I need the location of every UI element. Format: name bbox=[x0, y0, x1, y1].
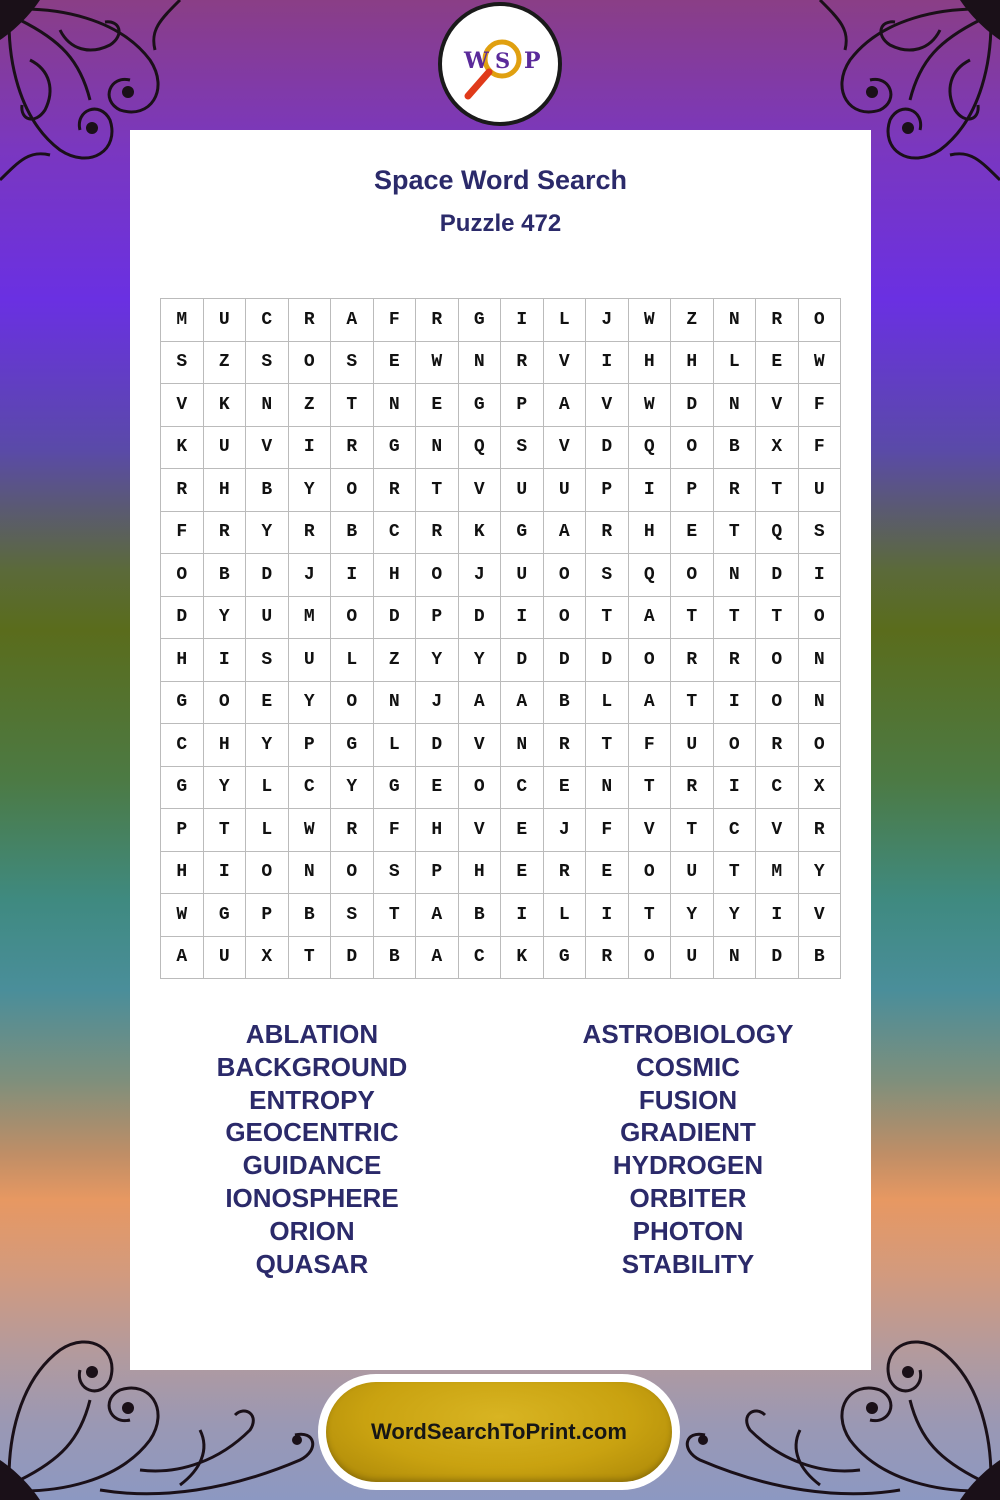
grid-cell[interactable]: O bbox=[756, 639, 799, 682]
grid-cell[interactable]: R bbox=[544, 852, 587, 895]
word-list-item: ABLATION bbox=[245, 1019, 379, 1049]
grid-cell[interactable]: Z bbox=[204, 342, 247, 385]
grid-cell[interactable]: V bbox=[246, 427, 289, 470]
grid-cell[interactable]: D bbox=[756, 554, 799, 597]
grid-cell[interactable]: W bbox=[799, 342, 842, 385]
grid-cell[interactable]: D bbox=[331, 937, 374, 980]
grid-cell[interactable]: F bbox=[586, 809, 629, 852]
grid-cell[interactable]: B bbox=[246, 469, 289, 512]
grid-cell[interactable]: O bbox=[799, 597, 842, 640]
grid-cell[interactable]: E bbox=[374, 342, 417, 385]
grid-cell[interactable]: D bbox=[586, 639, 629, 682]
grid-cell[interactable]: N bbox=[374, 682, 417, 725]
grid-cell[interactable]: T bbox=[714, 852, 757, 895]
grid-cell[interactable]: U bbox=[501, 469, 544, 512]
grid-cell[interactable]: U bbox=[671, 852, 714, 895]
grid-cell[interactable]: G bbox=[331, 724, 374, 767]
grid-cell[interactable]: T bbox=[671, 809, 714, 852]
grid-cell[interactable]: U bbox=[246, 597, 289, 640]
grid-cell[interactable]: T bbox=[586, 597, 629, 640]
grid-cell[interactable]: R bbox=[416, 299, 459, 342]
grid-cell[interactable]: T bbox=[629, 894, 672, 937]
word-list-item: ASTROBIOLOGY bbox=[582, 1019, 794, 1049]
grid-cell[interactable]: N bbox=[799, 682, 842, 725]
grid-cell[interactable]: E bbox=[416, 767, 459, 810]
grid-cell[interactable]: I bbox=[289, 427, 332, 470]
grid-cell[interactable]: I bbox=[756, 894, 799, 937]
grid-cell[interactable]: T bbox=[756, 469, 799, 512]
grid-cell[interactable]: T bbox=[671, 597, 714, 640]
grid-cell[interactable]: B bbox=[459, 894, 502, 937]
grid-cell[interactable]: F bbox=[799, 427, 842, 470]
word-list-item: PHOTON bbox=[632, 1215, 744, 1246]
grid-cell[interactable]: H bbox=[416, 809, 459, 852]
grid-cell[interactable]: R bbox=[204, 512, 247, 555]
grid-cell[interactable]: B bbox=[374, 937, 417, 980]
grid-cell[interactable]: G bbox=[161, 682, 204, 725]
grid-cell[interactable]: I bbox=[204, 852, 247, 895]
grid-cell[interactable]: Y bbox=[204, 597, 247, 640]
wsp-logo bbox=[438, 2, 562, 126]
grid-cell[interactable]: E bbox=[756, 342, 799, 385]
grid-cell[interactable]: T bbox=[586, 724, 629, 767]
grid-cell[interactable]: Z bbox=[671, 299, 714, 342]
grid-cell[interactable]: R bbox=[671, 639, 714, 682]
grid-cell[interactable]: A bbox=[416, 937, 459, 980]
grid-cell[interactable]: O bbox=[544, 554, 587, 597]
grid-cell[interactable]: J bbox=[459, 554, 502, 597]
grid-cell[interactable]: L bbox=[374, 724, 417, 767]
grid-cell[interactable]: R bbox=[544, 724, 587, 767]
grid-cell[interactable]: T bbox=[671, 682, 714, 725]
word-list-item: BACKGROUND bbox=[216, 1051, 408, 1082]
grid-cell[interactable]: F bbox=[374, 809, 417, 852]
grid-cell[interactable]: C bbox=[246, 299, 289, 342]
grid-cell[interactable]: D bbox=[161, 597, 204, 640]
grid-cell[interactable]: G bbox=[374, 427, 417, 470]
grid-cell[interactable]: X bbox=[799, 767, 842, 810]
grid-cell[interactable]: Y bbox=[331, 767, 374, 810]
grid-cell[interactable]: M bbox=[161, 299, 204, 342]
grid-cell[interactable]: R bbox=[161, 469, 204, 512]
grid-cell[interactable]: L bbox=[246, 767, 289, 810]
grid-cell[interactable]: O bbox=[544, 597, 587, 640]
grid-cell[interactable]: K bbox=[459, 512, 502, 555]
grid-cell[interactable]: E bbox=[544, 767, 587, 810]
grid-cell[interactable]: K bbox=[501, 937, 544, 980]
grid-cell[interactable]: S bbox=[501, 427, 544, 470]
word-list-item: QUASAR bbox=[255, 1248, 369, 1279]
grid-cell[interactable]: O bbox=[629, 852, 672, 895]
grid-cell[interactable]: H bbox=[204, 469, 247, 512]
grid-cell[interactable]: A bbox=[544, 512, 587, 555]
grid-cell[interactable]: P bbox=[416, 597, 459, 640]
grid-cell[interactable]: R bbox=[416, 512, 459, 555]
word-list-item: ORBITER bbox=[629, 1182, 747, 1213]
grid-cell[interactable]: I bbox=[204, 639, 247, 682]
word-list-item: GRADIENT bbox=[620, 1117, 756, 1148]
grid-cell[interactable]: F bbox=[799, 384, 842, 427]
grid-cell[interactable]: S bbox=[586, 554, 629, 597]
word-list-item: ENTROPY bbox=[249, 1084, 375, 1115]
grid-cell[interactable]: D bbox=[246, 554, 289, 597]
grid-cell[interactable]: E bbox=[416, 384, 459, 427]
grid-cell[interactable]: Q bbox=[629, 427, 672, 470]
grid-cell[interactable]: H bbox=[161, 639, 204, 682]
grid-cell[interactable]: F bbox=[161, 512, 204, 555]
grid-cell[interactable]: Y bbox=[799, 852, 842, 895]
grid-cell[interactable]: Z bbox=[374, 639, 417, 682]
grid-cell[interactable]: Y bbox=[204, 767, 247, 810]
grid-cell[interactable]: T bbox=[756, 597, 799, 640]
grid-cell[interactable]: C bbox=[714, 809, 757, 852]
grid-cell[interactable]: V bbox=[799, 894, 842, 937]
grid-cell[interactable]: Q bbox=[756, 512, 799, 555]
grid-cell[interactable]: C bbox=[501, 767, 544, 810]
grid-cell[interactable]: U bbox=[799, 469, 842, 512]
grid-cell[interactable]: N bbox=[714, 554, 757, 597]
page-title: Space Word Search bbox=[373, 165, 628, 195]
grid-cell[interactable]: Y bbox=[714, 894, 757, 937]
grid-cell[interactable]: P bbox=[671, 469, 714, 512]
grid-cell[interactable]: U bbox=[204, 937, 247, 980]
grid-cell[interactable]: I bbox=[331, 554, 374, 597]
grid-cell[interactable]: M bbox=[756, 852, 799, 895]
puzzle-number: Puzzle 472 bbox=[439, 210, 562, 237]
grid-cell[interactable]: A bbox=[629, 597, 672, 640]
grid-cell[interactable]: E bbox=[246, 682, 289, 725]
logo-letter-s: S bbox=[495, 48, 511, 73]
grid-cell[interactable]: V bbox=[459, 724, 502, 767]
grid-cell[interactable]: P bbox=[289, 724, 332, 767]
grid-cell[interactable]: Y bbox=[671, 894, 714, 937]
grid-cell[interactable]: S bbox=[246, 639, 289, 682]
grid-cell[interactable]: N bbox=[714, 937, 757, 980]
grid-cell[interactable]: V bbox=[459, 809, 502, 852]
grid-cell[interactable]: U bbox=[671, 937, 714, 980]
grid-cell[interactable]: O bbox=[204, 682, 247, 725]
grid-cell[interactable]: L bbox=[714, 342, 757, 385]
grid-cell[interactable]: O bbox=[459, 767, 502, 810]
word-list-item: STABILITY bbox=[621, 1248, 755, 1279]
grid-cell[interactable]: Q bbox=[459, 427, 502, 470]
word-list-item: FUSION bbox=[638, 1084, 738, 1115]
grid-cell[interactable]: K bbox=[161, 427, 204, 470]
grid-cell[interactable]: R bbox=[289, 299, 332, 342]
site-link-button[interactable] bbox=[318, 1374, 680, 1490]
grid-cell[interactable]: N bbox=[374, 384, 417, 427]
grid-cell[interactable]: L bbox=[331, 639, 374, 682]
grid-cell[interactable]: L bbox=[544, 299, 587, 342]
word-list-left bbox=[162, 1018, 462, 1280]
grid-cell[interactable]: V bbox=[544, 342, 587, 385]
grid-cell[interactable]: G bbox=[374, 767, 417, 810]
grid-cell[interactable]: Y bbox=[459, 639, 502, 682]
grid-cell[interactable]: V bbox=[459, 469, 502, 512]
word-list-item: ORION bbox=[269, 1215, 355, 1246]
grid-cell[interactable]: H bbox=[459, 852, 502, 895]
grid-cell[interactable]: D bbox=[544, 639, 587, 682]
grid-cell[interactable]: G bbox=[459, 299, 502, 342]
grid-cell[interactable]: O bbox=[629, 937, 672, 980]
grid-cell[interactable]: T bbox=[714, 512, 757, 555]
grid-cell[interactable]: N bbox=[714, 384, 757, 427]
grid-cell[interactable]: E bbox=[501, 852, 544, 895]
grid-cell[interactable]: B bbox=[331, 512, 374, 555]
grid-cell[interactable]: S bbox=[331, 342, 374, 385]
grid-cell[interactable]: T bbox=[416, 469, 459, 512]
grid-cell[interactable]: J bbox=[586, 299, 629, 342]
grid-cell[interactable]: H bbox=[161, 852, 204, 895]
grid-cell[interactable]: I bbox=[714, 682, 757, 725]
grid-cell[interactable]: T bbox=[374, 894, 417, 937]
grid-cell[interactable]: Q bbox=[629, 554, 672, 597]
grid-cell[interactable]: N bbox=[459, 342, 502, 385]
grid-cell[interactable]: R bbox=[756, 724, 799, 767]
grid-cell[interactable]: R bbox=[799, 809, 842, 852]
grid-cell[interactable]: T bbox=[204, 809, 247, 852]
word-list-item: HYDROGEN bbox=[612, 1150, 764, 1181]
grid-cell[interactable]: N bbox=[501, 724, 544, 767]
grid-cell[interactable]: S bbox=[246, 342, 289, 385]
grid-cell[interactable]: N bbox=[416, 427, 459, 470]
grid-cell[interactable]: S bbox=[374, 852, 417, 895]
logo-badge bbox=[442, 6, 558, 122]
grid-cell[interactable]: M bbox=[289, 597, 332, 640]
grid-cell[interactable]: V bbox=[161, 384, 204, 427]
grid-cell[interactable]: R bbox=[331, 809, 374, 852]
grid-cell[interactable]: O bbox=[671, 554, 714, 597]
grid-cell[interactable]: I bbox=[799, 554, 842, 597]
grid-cell[interactable]: E bbox=[501, 809, 544, 852]
grid-cell[interactable]: I bbox=[501, 894, 544, 937]
grid-cell[interactable]: O bbox=[246, 852, 289, 895]
grid-cell[interactable]: L bbox=[246, 809, 289, 852]
grid-cell[interactable]: D bbox=[459, 597, 502, 640]
grid-cell[interactable]: N bbox=[246, 384, 289, 427]
grid-cell[interactable]: R bbox=[501, 342, 544, 385]
grid-cell[interactable]: O bbox=[671, 427, 714, 470]
grid-cell[interactable]: O bbox=[799, 299, 842, 342]
grid-cell[interactable]: D bbox=[586, 427, 629, 470]
grid-cell[interactable]: V bbox=[586, 384, 629, 427]
grid-cell[interactable]: D bbox=[416, 724, 459, 767]
grid-cell[interactable]: A bbox=[629, 682, 672, 725]
grid-cell[interactable]: Y bbox=[416, 639, 459, 682]
grid-cell[interactable]: W bbox=[161, 894, 204, 937]
grid-cell[interactable]: P bbox=[416, 852, 459, 895]
grid-cell[interactable]: A bbox=[416, 894, 459, 937]
grid-cell[interactable]: C bbox=[459, 937, 502, 980]
grid-cell[interactable]: G bbox=[459, 384, 502, 427]
word-list-item: IONOSPHERE bbox=[225, 1182, 399, 1213]
grid-cell[interactable]: L bbox=[586, 682, 629, 725]
grid-cell[interactable]: C bbox=[289, 767, 332, 810]
grid-cell[interactable]: N bbox=[799, 639, 842, 682]
grid-cell[interactable]: O bbox=[799, 724, 842, 767]
grid-cell[interactable]: W bbox=[629, 299, 672, 342]
grid-cell[interactable]: U bbox=[671, 724, 714, 767]
grid-cell[interactable]: C bbox=[161, 724, 204, 767]
grid-cell[interactable]: T bbox=[714, 597, 757, 640]
grid-cell[interactable]: O bbox=[331, 682, 374, 725]
grid-cell[interactable]: U bbox=[501, 554, 544, 597]
grid-cell[interactable]: B bbox=[289, 894, 332, 937]
grid-cell[interactable]: R bbox=[714, 639, 757, 682]
grid-cell[interactable]: J bbox=[544, 809, 587, 852]
grid-cell[interactable]: A bbox=[544, 384, 587, 427]
grid-cell[interactable]: U bbox=[204, 427, 247, 470]
grid-cell[interactable]: D bbox=[756, 937, 799, 980]
grid-cell[interactable]: U bbox=[289, 639, 332, 682]
grid-cell[interactable]: P bbox=[161, 809, 204, 852]
word-list-right bbox=[538, 1018, 838, 1280]
grid-cell[interactable]: O bbox=[714, 724, 757, 767]
grid-cell[interactable]: H bbox=[374, 554, 417, 597]
grid-cell[interactable]: V bbox=[756, 384, 799, 427]
grid-cell[interactable]: R bbox=[374, 469, 417, 512]
grid-cell[interactable]: G bbox=[204, 894, 247, 937]
grid-cell[interactable]: Z bbox=[289, 384, 332, 427]
grid-cell[interactable]: P bbox=[586, 469, 629, 512]
grid-cell[interactable]: R bbox=[671, 767, 714, 810]
grid-cell[interactable]: N bbox=[586, 767, 629, 810]
grid-cell[interactable]: I bbox=[501, 299, 544, 342]
magnifier-icon bbox=[442, 6, 558, 122]
grid-cell[interactable]: D bbox=[671, 384, 714, 427]
grid-cell[interactable]: A bbox=[331, 299, 374, 342]
grid-cell[interactable]: W bbox=[629, 384, 672, 427]
grid-cell[interactable]: C bbox=[374, 512, 417, 555]
grid-cell[interactable]: E bbox=[671, 512, 714, 555]
grid-cell[interactable]: E bbox=[586, 852, 629, 895]
grid-cell[interactable]: N bbox=[714, 299, 757, 342]
word-list-item: COSMIC bbox=[636, 1051, 740, 1082]
grid-cell[interactable]: C bbox=[756, 767, 799, 810]
grid-cell[interactable]: T bbox=[289, 937, 332, 980]
grid-cell[interactable]: O bbox=[756, 682, 799, 725]
grid-cell[interactable]: H bbox=[204, 724, 247, 767]
grid-cell[interactable]: B bbox=[799, 937, 842, 980]
grid-cell[interactable]: A bbox=[501, 682, 544, 725]
grid-cell[interactable]: O bbox=[289, 342, 332, 385]
grid-cell[interactable]: R bbox=[586, 512, 629, 555]
grid-cell[interactable]: S bbox=[799, 512, 842, 555]
grid-cell[interactable]: G bbox=[544, 937, 587, 980]
grid-cell[interactable]: T bbox=[331, 384, 374, 427]
grid-cell[interactable]: I bbox=[714, 767, 757, 810]
grid-cell[interactable]: O bbox=[331, 469, 374, 512]
grid-cell[interactable]: P bbox=[501, 384, 544, 427]
grid-cell[interactable]: D bbox=[501, 639, 544, 682]
grid-cell[interactable]: O bbox=[161, 554, 204, 597]
grid-cell[interactable]: F bbox=[374, 299, 417, 342]
grid-cell[interactable]: R bbox=[289, 512, 332, 555]
grid-cell[interactable]: D bbox=[374, 597, 417, 640]
grid-cell[interactable]: H bbox=[671, 342, 714, 385]
grid-cell[interactable]: G bbox=[161, 767, 204, 810]
grid-cell[interactable]: L bbox=[544, 894, 587, 937]
grid-cell[interactable]: N bbox=[289, 852, 332, 895]
grid-cell[interactable]: I bbox=[586, 894, 629, 937]
grid-cell[interactable]: R bbox=[714, 469, 757, 512]
grid-cell[interactable]: X bbox=[246, 937, 289, 980]
logo-letter-p: P bbox=[524, 48, 541, 74]
grid-cell[interactable]: Y bbox=[289, 469, 332, 512]
grid-cell[interactable]: I bbox=[629, 469, 672, 512]
grid-cell[interactable]: U bbox=[204, 299, 247, 342]
word-list-item: GUIDANCE bbox=[242, 1150, 382, 1181]
grid-cell[interactable]: G bbox=[501, 512, 544, 555]
grid-cell[interactable]: S bbox=[161, 342, 204, 385]
grid-cell[interactable]: O bbox=[331, 597, 374, 640]
grid-cell[interactable]: T bbox=[629, 767, 672, 810]
grid-cell[interactable]: S bbox=[331, 894, 374, 937]
grid-cell[interactable]: W bbox=[416, 342, 459, 385]
grid-cell[interactable]: X bbox=[756, 427, 799, 470]
grid-cell[interactable]: H bbox=[629, 512, 672, 555]
grid-cell[interactable]: O bbox=[629, 639, 672, 682]
grid-cell[interactable]: O bbox=[331, 852, 374, 895]
grid-cell[interactable]: J bbox=[289, 554, 332, 597]
grid-cell[interactable]: B bbox=[714, 427, 757, 470]
grid-cell[interactable]: Y bbox=[246, 724, 289, 767]
grid-cell[interactable]: I bbox=[501, 597, 544, 640]
grid-cell[interactable]: B bbox=[544, 682, 587, 725]
puzzle-card bbox=[130, 130, 871, 1370]
grid-cell[interactable]: W bbox=[289, 809, 332, 852]
grid-cell[interactable]: Y bbox=[289, 682, 332, 725]
grid-cell[interactable]: A bbox=[161, 937, 204, 980]
grid-cell[interactable]: I bbox=[586, 342, 629, 385]
grid-cell[interactable]: Y bbox=[246, 512, 289, 555]
grid-cell[interactable]: K bbox=[204, 384, 247, 427]
grid-cell[interactable]: O bbox=[416, 554, 459, 597]
grid-cell[interactable]: R bbox=[586, 937, 629, 980]
grid-cell[interactable]: V bbox=[544, 427, 587, 470]
grid-cell[interactable]: P bbox=[246, 894, 289, 937]
grid-cell[interactable]: V bbox=[756, 809, 799, 852]
grid-cell[interactable]: J bbox=[416, 682, 459, 725]
word-list-item: GEOCENTRIC bbox=[225, 1117, 399, 1148]
letter-grid bbox=[160, 298, 841, 979]
grid-cell[interactable]: R bbox=[756, 299, 799, 342]
logo-letter-w: W bbox=[464, 48, 489, 74]
grid-cell[interactable]: F bbox=[629, 724, 672, 767]
site-link-label: WordSearchToPrint.com bbox=[326, 1382, 672, 1482]
grid-cell[interactable]: R bbox=[331, 427, 374, 470]
grid-cell[interactable]: U bbox=[544, 469, 587, 512]
grid-cell[interactable]: B bbox=[204, 554, 247, 597]
grid-cell[interactable]: A bbox=[459, 682, 502, 725]
grid-cell[interactable]: V bbox=[629, 809, 672, 852]
grid-cell[interactable]: H bbox=[629, 342, 672, 385]
